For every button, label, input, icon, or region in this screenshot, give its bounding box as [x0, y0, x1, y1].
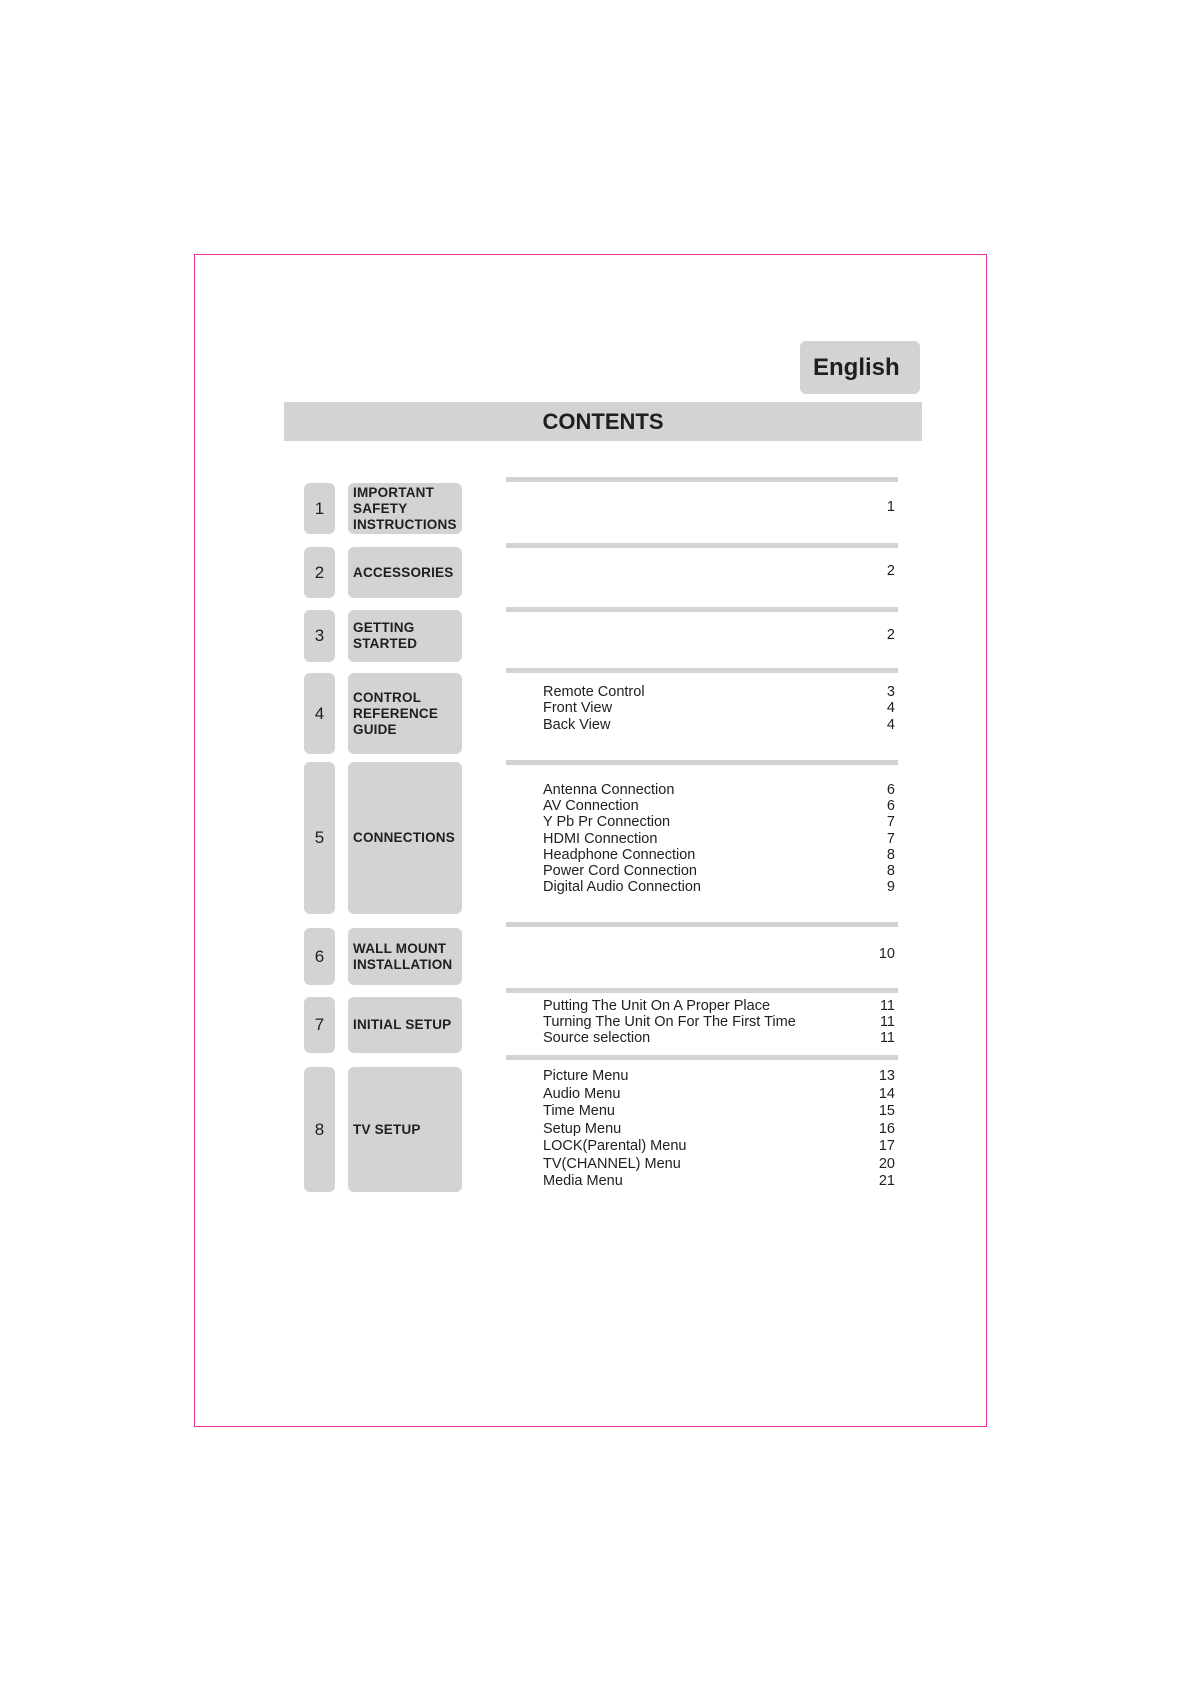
toc-entry-page: 4	[886, 700, 895, 717]
section-title: CONTROL REFERENCE GUIDE	[348, 673, 462, 754]
section-divider	[506, 760, 898, 765]
toc-entry-page: 3	[886, 684, 895, 700]
toc-entry-label: AV Connection	[543, 798, 639, 815]
section-divider	[506, 668, 898, 673]
section-number: 6	[304, 928, 335, 985]
section-divider	[506, 543, 898, 548]
toc-entry-page: 11	[879, 1014, 895, 1030]
toc-entry-page: 16	[878, 1120, 895, 1137]
toc-entry-page: 17	[878, 1138, 895, 1154]
toc-entry-label: Picture Menu	[543, 1068, 629, 1084]
toc-entry-page: 7	[886, 814, 895, 831]
toc-entry-page: 8	[886, 846, 895, 863]
section-title: GETTING STARTED	[348, 610, 462, 662]
section-divider	[506, 607, 898, 612]
language-tab: English	[800, 341, 920, 394]
toc-entry-label: Front View	[543, 700, 613, 717]
page-number: 1	[886, 499, 895, 515]
toc-entry-label: Headphone Connection	[543, 846, 696, 863]
toc-entry-page: 15	[878, 1103, 895, 1119]
section-title: TV SETUP	[348, 1067, 462, 1192]
toc-entry-label: Setup Menu	[543, 1120, 622, 1137]
contents-heading: CONTENTS	[284, 402, 922, 441]
section-number: 2	[304, 547, 335, 598]
toc-entry-label: Time Menu	[543, 1103, 615, 1119]
section-number: 5	[304, 762, 335, 914]
toc-entry-page: 14	[878, 1085, 895, 1102]
section-divider	[506, 988, 898, 993]
section-number: 1	[304, 483, 335, 534]
toc-entry-label: Media Menu	[543, 1173, 623, 1189]
toc-entry-label: Putting The Unit On A Proper Place	[543, 998, 771, 1014]
toc-entry-page: 6	[886, 782, 895, 798]
toc-entry-page: 9	[886, 879, 895, 896]
section-title: INITIAL SETUP	[348, 997, 462, 1053]
page-number: 2	[886, 563, 895, 579]
section-title: IMPORTANT SAFETY INSTRUCTIONS	[348, 483, 462, 534]
toc-entry-page: 4	[886, 716, 895, 733]
toc-entry-page: 11	[879, 1030, 895, 1046]
toc-entry-label: Back View	[543, 716, 611, 733]
toc-entry-label: Y Pb Pr Connection	[543, 814, 671, 831]
section-title: ACCESSORIES	[348, 547, 462, 598]
page-number: 10	[878, 946, 895, 962]
toc-entry-label: LOCK(Parental) Menu	[543, 1138, 687, 1154]
toc-entry-label: Power Cord Connection	[543, 863, 697, 879]
section-number: 7	[304, 997, 335, 1053]
section-title: WALL MOUNT INSTALLATION	[348, 928, 462, 985]
toc-entry-label: Remote Control	[543, 684, 645, 700]
toc-entry-page: 6	[886, 798, 895, 815]
toc-entry-label: Source selection	[543, 1030, 651, 1046]
section-number: 4	[304, 673, 335, 754]
toc-entry-label: TV(CHANNEL) Menu	[543, 1155, 681, 1172]
toc-entry-page: 7	[886, 830, 895, 847]
section-divider	[506, 477, 898, 482]
toc-entry-page: 21	[878, 1173, 895, 1189]
toc-entry-label: Turning The Unit On For The First Time	[543, 1014, 796, 1030]
toc-entry-label: Digital Audio Connection	[543, 879, 701, 896]
section-number: 3	[304, 610, 335, 662]
toc-entry-label: HDMI Connection	[543, 830, 658, 847]
section-divider	[506, 1055, 898, 1060]
toc-entry-label: Audio Menu	[543, 1085, 621, 1102]
page-number: 2	[886, 627, 895, 643]
toc-entry-page: 13	[878, 1068, 895, 1084]
toc-entry-page: 8	[886, 863, 895, 879]
toc-entry-label: Antenna Connection	[543, 782, 675, 798]
section-divider	[506, 922, 898, 927]
section-title: CONNECTIONS	[348, 762, 462, 914]
toc-entry-page: 20	[878, 1155, 895, 1172]
section-number: 8	[304, 1067, 335, 1192]
toc-entry-page: 11	[879, 998, 895, 1014]
